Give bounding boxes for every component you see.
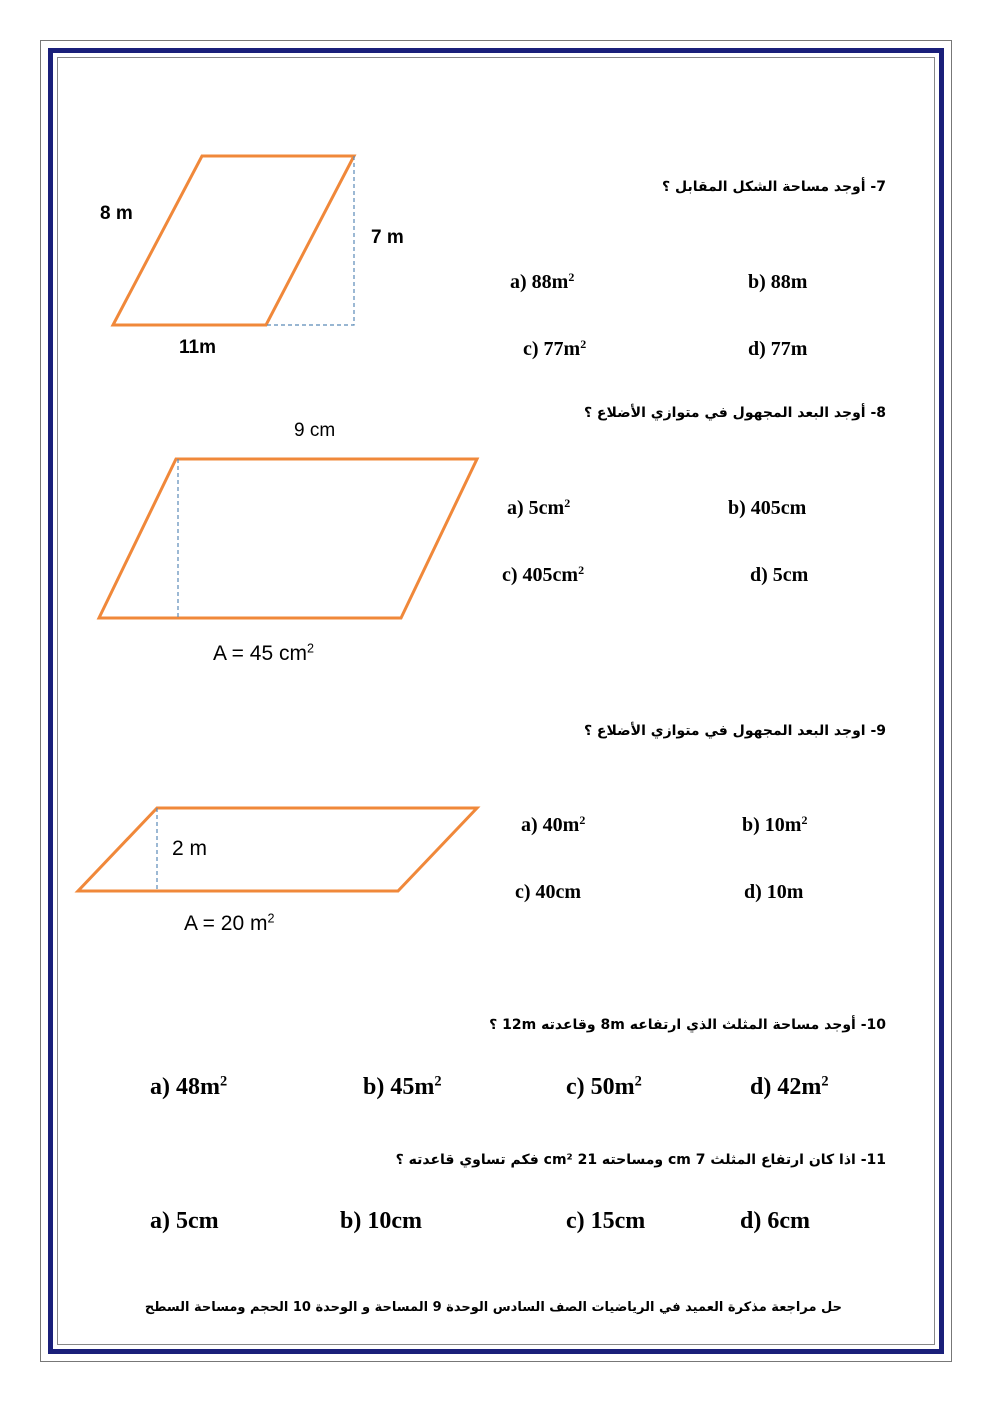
q7-option-c[interactable] — [523, 338, 586, 361]
q9-question-text: 9- اوجد البعد المجهول في متوازي الأضلاع ؟ — [583, 723, 886, 739]
q11-option-c[interactable] — [566, 1208, 645, 1235]
q10-option-a-text: a) 48m — [150, 1074, 220, 1100]
q10-option-b[interactable] — [363, 1074, 442, 1101]
q7-option-a[interactable] — [510, 271, 574, 294]
superscript: 2 — [634, 1073, 642, 1090]
q7-question-text: 7- أوجد مساحة الشكل المقابل ؟ — [662, 179, 886, 195]
q7-option-d[interactable] — [748, 338, 807, 361]
superscript: 2 — [580, 336, 587, 351]
superscript: 2 — [579, 812, 586, 827]
q7-height-label: 7 m — [371, 227, 404, 248]
superscript: 2 — [564, 495, 571, 510]
q10-option-d[interactable] — [750, 1074, 829, 1101]
q11-question-text: 11- اذا كان ارتفاع المثلث 7 cm ومساحته 21 cm² فكم تساوي قاعدته ؟ — [395, 1152, 886, 1168]
q9-option-a[interactable] — [521, 814, 585, 837]
q8-option-d-text: d) 5cm — [750, 564, 809, 586]
q9-option-d[interactable] — [744, 881, 803, 904]
q7-side-label: 8 m — [100, 203, 133, 224]
q7-option-a-text: a) 88m — [510, 271, 569, 293]
q10-option-b-text: b) 45m — [363, 1074, 435, 1100]
q9-area-text: A = 20 m — [184, 912, 268, 935]
q11-option-a[interactable] — [150, 1208, 219, 1235]
q8-option-c-text: c) 405cm — [502, 564, 579, 586]
superscript: 2 — [578, 562, 585, 577]
q11-option-d[interactable] — [740, 1208, 810, 1235]
q9-option-a-text: a) 40m — [521, 814, 580, 836]
q8-area-label — [213, 642, 314, 666]
q7-parallelogram — [113, 156, 354, 325]
q11-option-b[interactable] — [340, 1208, 422, 1235]
q10-option-d-text: d) 42m — [750, 1074, 822, 1100]
superscript: 2 — [219, 1073, 228, 1090]
q9-height-label: 2 m — [172, 837, 208, 860]
q9-option-b-text: b) 10m — [742, 814, 802, 836]
q8-option-a[interactable] — [507, 497, 570, 520]
q9-option-d-text: d) 10m — [744, 881, 804, 903]
q7-base-label: 11m — [179, 337, 216, 358]
q9-option-c-text: c) 40cm — [515, 881, 582, 903]
superscript: 2 — [434, 1073, 442, 1090]
q7-option-b-text: b) 88m — [748, 271, 808, 293]
q9-parallelogram — [78, 808, 477, 891]
q11-option-c-text: c) 15cm — [566, 1208, 646, 1234]
q8-option-b-text: b) 405cm — [728, 497, 807, 519]
q11-option-a-text: a) 5cm — [150, 1208, 219, 1234]
superscript: 2 — [306, 641, 314, 656]
q9-option-b[interactable] — [742, 814, 807, 837]
page-footer: حل مراجعة مذكرة العميد في الرياضيات الصف السادس الوحدة 9 المساحة و الوحدة 10 الحجم ومساحة السطح — [144, 1300, 842, 1315]
q7-option-c-text: c) 77m — [523, 338, 581, 360]
q11-option-d-text: d) 6cm — [740, 1208, 810, 1234]
q9-option-c[interactable] — [515, 881, 581, 904]
q10-option-c-text: c) 50m — [566, 1074, 635, 1100]
q8-area-text: A = 45 cm — [213, 642, 307, 665]
superscript: 2 — [801, 812, 808, 827]
q10-question-text: 10- أوجد مساحة المثلث الذي ارتفاعه 8m وقاعدته 12m ؟ — [489, 1017, 886, 1033]
q8-question-text: 8- أوجد البعد المجهول في متوازي الأضلاع ؟ — [583, 405, 886, 421]
q8-option-c[interactable] — [502, 564, 584, 587]
q10-option-c[interactable] — [566, 1074, 642, 1101]
q7-option-b[interactable] — [748, 271, 807, 294]
superscript: 2 — [568, 269, 575, 284]
q8-option-a-text: a) 5cm — [507, 497, 565, 519]
superscript: 2 — [821, 1073, 829, 1090]
q7-option-d-text: d) 77m — [748, 338, 808, 360]
q10-option-a[interactable] — [150, 1074, 227, 1101]
q8-option-b[interactable] — [728, 497, 806, 520]
q8-parallelogram — [99, 459, 477, 618]
q8-top-label: 9 cm — [294, 420, 336, 441]
superscript: 2 — [267, 911, 275, 926]
q9-area-label — [184, 912, 274, 936]
q11-option-b-text: b) 10cm — [340, 1208, 422, 1234]
q8-option-d[interactable] — [750, 564, 808, 587]
